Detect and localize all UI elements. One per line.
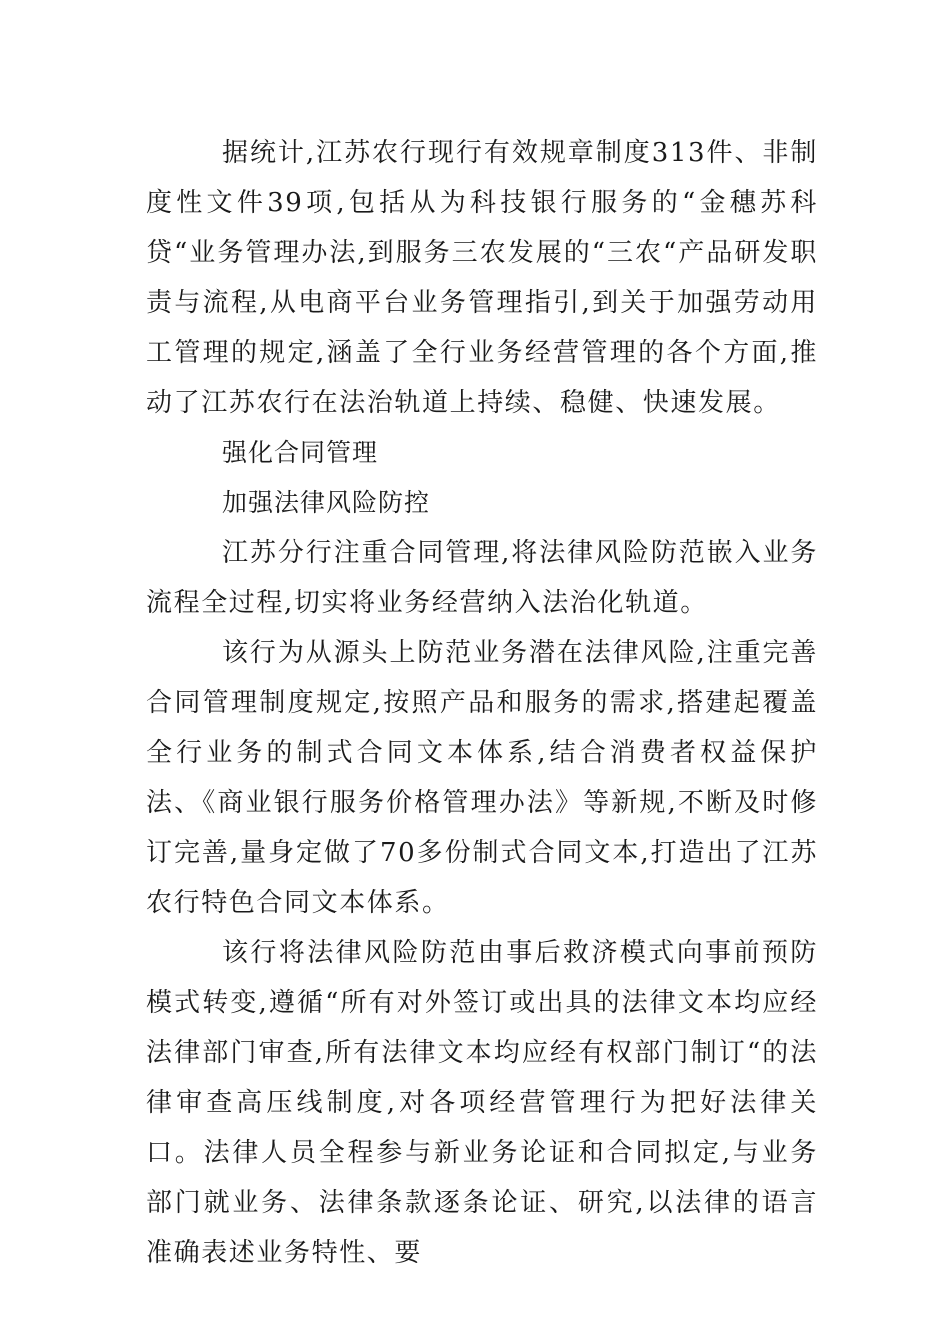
paragraph-contract-system: 该行为从源头上防范业务潜在法律风险,注重完善合同管理制度规定,按照产品和服务的需求,搭建起覆盖全行业务的制式合同文本体系,结合消费者权益保护法、《商业银行服务价格管理办法》等新规,不断及时修订完善,量身定做了70多份制式合同文本,打造出了江苏农行特色合同文本体系。: [146, 638, 818, 918]
document-body: [146, 128, 818, 1278]
heading-legal-risk-control: 加强法律风险防控: [222, 488, 431, 517]
paragraph-contract-focus: 江苏分行注重合同管理,将法律风险防范嵌入业务流程全过程,切实将业务经营纳入法治化轨道。: [146, 538, 818, 618]
heading-contract-management: 强化合同管理: [222, 438, 379, 467]
paragraph-statistics: 据统计,江苏农行现行有效规章制度313件、非制度性文件39项,包括从为科技银行服务的“金穗苏科贷“业务管理办法,到服务三农发展的“三农“产品研发职责与流程,从电商平台业务管理指引,到关于加强劳动用工管理的规定,涵盖了全行业务经营管理的各个方面,推动了江苏农行在法治轨道上持续、稳健、快速发展。: [146, 138, 818, 418]
paragraph-risk-prevention: 该行将法律风险防范由事后救济模式向事前预防模式转变,遵循“所有对外签订或出具的法律文本均应经法律部门审查,所有法律文本均应经有权部门制订“的法律审查高压线制度,对各项经营管理行为把好法律关口。法律人员全程参与新业务论证和合同拟定,与业务部门就业务、法律条款逐条论证、研究,以法律的语言准确表述业务特性、要: [146, 938, 818, 1268]
